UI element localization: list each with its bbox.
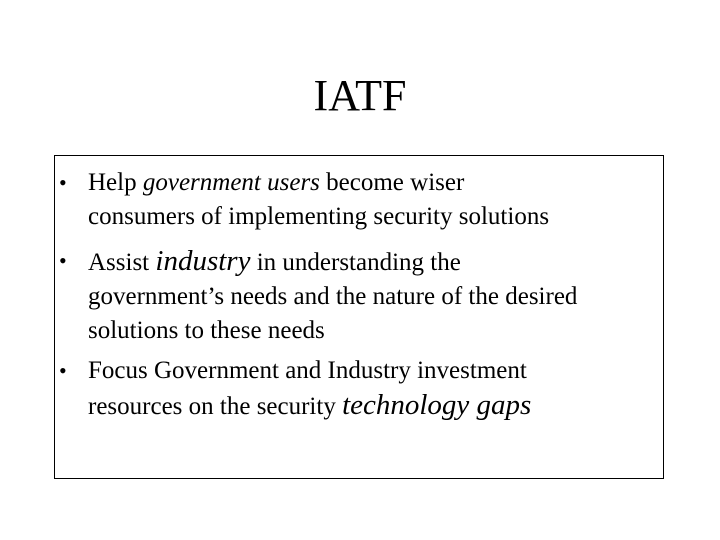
bullet-text <box>88 244 658 348</box>
bullet-text <box>88 354 658 424</box>
bullet-line: consumers of implementing security solutions <box>88 203 550 230</box>
bullet-line: government’s needs and the nature of the desired <box>88 283 578 310</box>
slide-title: IATF <box>313 71 407 120</box>
bullet-text-emphasis: technology gaps <box>342 389 532 421</box>
bullet-marker: • <box>59 248 67 273</box>
bullet-line <box>88 166 658 200</box>
bullet-text <box>88 166 658 234</box>
bullet-text-pre: resources on the security <box>88 393 343 420</box>
bullet-text-post: become wiser <box>319 169 465 196</box>
bullet-text-pre: Help <box>88 169 143 196</box>
content-box <box>54 155 664 479</box>
bullet-line: solutions to these needs <box>88 317 325 344</box>
bullet-line <box>88 244 658 280</box>
bullet-text-pre: Assist <box>88 249 156 276</box>
bullet-text-emphasis: industry <box>155 245 251 277</box>
bullet-marker: • <box>59 358 67 383</box>
bullet-line: Focus Government and Industry investment <box>88 357 527 384</box>
bullet-text-post: in understanding the <box>250 249 461 276</box>
bullet-marker: • <box>59 170 67 195</box>
bullet-text-emphasis: government users <box>142 169 320 196</box>
bullet-line <box>88 388 658 424</box>
